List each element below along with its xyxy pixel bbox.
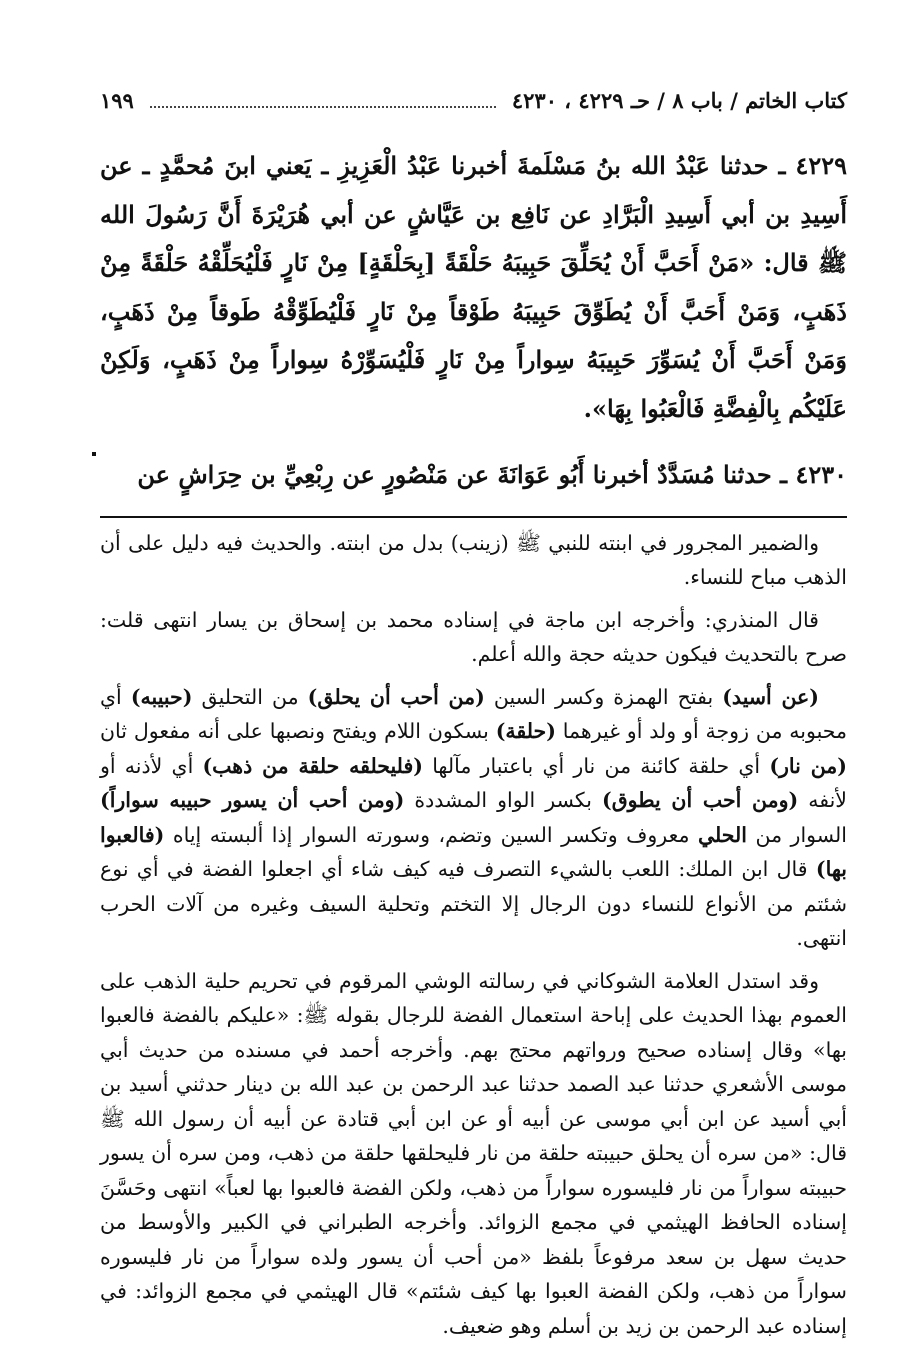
header-title: كتاب الخاتم / باب ٨ / حـ ٤٢٢٩ ، ٤٢٣٠ <box>511 88 847 113</box>
margin-mark <box>92 452 96 456</box>
page-number: ١٩٩ <box>100 88 134 113</box>
hadith-4229: ٤٢٢٩ ـ حدثنا عَبْدُ الله بنُ مَسْلَمةَ أخبرنا عَبْدُ الْعَزِيزِ ـ يَعني ابنَ مُحمَّدٍ ـ عن أَسِيدِ بن أبي أَسِيدِ الْبَرَّادِ عن نَافِع بن عَيَّاشٍ عن أبي هُرَيْرَةَ أَنَّ رَسُولَ الله ﷺ قال: «مَنْ أَحَبَّ أَنْ يُحَلِّقَ حَبِيبَهُ حَلْقَةً [بِحَلْقَةٍ] مِنْ نَارٍ فَلْيُحَلِّقْهُ حَلْقَةً مِنْ ذَهَبٍ، وَمَنْ أَحَبَّ أَنْ يُطَوِّقَ حَبِيبَهُ طَوْقاً مِنْ نَارٍ فَلْيُطَوِّقْهُ طَوقاً مِنْ ذَهَبٍ، وَمَنْ أَحَبَّ أَنْ يُسَوِّرَ حَبِيبَهُ سِواراً مِنْ نَارٍ فَلْيُسَوِّرْهُ سِواراً مِنْ ذَهَبٍ، وَلَكِنْ عَلَيْكُم بِالْفِضَّةِ فَالْعَبُوا بِهَا». <box>100 151 848 423</box>
commentary-term: (فالعبوا بها) <box>100 822 847 881</box>
footnote-divider <box>100 516 847 518</box>
header-dot-leader <box>150 106 496 108</box>
commentary-paragraph-1: والضمير المجرور في ابنته للنبي ﷺ (زينب) بدل من ابنته. والحديث فيه دليل على أن الذهب مباح للنساء. <box>100 530 847 589</box>
hadith-4230: ٤٢٣٠ ـ حدثنا مُسَدَّدٌ أخبرنا أَبُو عَوَانَةَ عن مَنْصُورٍ عن رِبْعِيِّ بن حِرَاشٍ عن <box>137 460 847 489</box>
commentary-text: أي لأذنه أو لأنفه <box>100 753 848 812</box>
commentary-text: معروف وتكسر السين وتضم، وسورته السوار إذا ألبسته إياه <box>164 822 698 847</box>
commentary-text: بكسر الواو المشددة <box>404 788 602 812</box>
commentary-term: (حلقة) <box>495 719 556 743</box>
commentary-text: أي حلقة كائنة من نار أي باعتبار مآلها <box>422 753 770 778</box>
commentary-paragraph-3 <box>100 680 847 956</box>
commentary-text: من التحليق <box>192 684 308 709</box>
running-header <box>100 88 847 114</box>
commentary-text: أي محبوبه من زوجة أو ولد أو غيرهما <box>100 684 847 743</box>
hadith-text <box>100 142 847 500</box>
commentary-term: (حبيبه) <box>130 684 193 709</box>
commentary-text: قال ابن الملك: اللعب بالشيء التصرف فيه كيف شاء أي اجعلوا الفضة في أي نوع شئتم من الأنواع للنساء دون الرجال إلا التختم وتحلية السيف وغيره من آلات الحرب انتهى. <box>100 857 847 950</box>
commentary-term: (ومن أحب أن يسور حبيبه سواراً) <box>100 788 405 812</box>
commentary-section <box>100 526 847 1344</box>
commentary-text: بسكون اللام ويفتح ونصبها على أنه مفعول ثان <box>100 719 496 743</box>
commentary-text: بفتح الهمزة وكسر السين <box>484 684 723 709</box>
commentary-term: (عن أسيد) <box>722 684 819 709</box>
commentary-term: (من أحب أن يحلق) <box>307 684 485 709</box>
commentary-term: (ومن أحب أن يطوق) <box>602 788 799 812</box>
commentary-term: (فليحلقه حلقة من ذهب) <box>202 753 423 778</box>
commentary-term: الحلي <box>697 822 747 847</box>
commentary-term: (من نار) <box>769 753 847 778</box>
commentary-paragraph-4: وقد استدل العلامة الشوكاني في رسالته الوشي المرقوم في تحريم حلية الذهب على العموم بهذا الحديث على إباحة استعمال الفضة للرجال بقوله ﷺ: «عليكم بالفضة فالعبوا بها» وقال إسناده صحيح ورواتهم محتج بهم. وأخرجه أحمد في مسنده من حديث أبي موسى الأشعري حدثنا عبد الصمد حدثنا عبد الرحمن بن عبد الله بن دينار حدثني أسيد بن أبي أسيد عن ابن أبي موسى عن أبيه أو عن ابن أبي قتادة عن أبيه أن رسول الله ﷺ قال: «من سره أن يحلق حبيبته حلقة من نار فليحلقها حلقة من ذهب، ومن سره أن يسور حبيبته سواراً من نار فليسوره سواراً من ذهب، ولكن الفضة فالعبوا بها لعباً» انتهى وحَسَّنَ إسناده الحافظ الهيثمي في مجمع الزوائد. وأخرجه الطبراني في الكبير والأوسط من حديث سهل بن سعد مرفوعاً بلفظ «من أحب أن يسور ولده سواراً من نار فليسوره سواراً من ذهب، ولكن الفضة العبوا بها كيف شئتم» قال الهيثمي في مجمع الزوائد: في إسناده عبد الرحمن بن زيد بن أسلم وهو ضعيف. <box>100 968 847 1338</box>
commentary-paragraph-2: قال المنذري: وأخرجه ابن ماجة في إسناده محمد بن إسحاق بن يسار انتهى قلت: صرح بالتحديث فيكون حديثه حجة والله أعلم. <box>100 607 847 666</box>
commentary-text: السوار من <box>747 822 847 847</box>
